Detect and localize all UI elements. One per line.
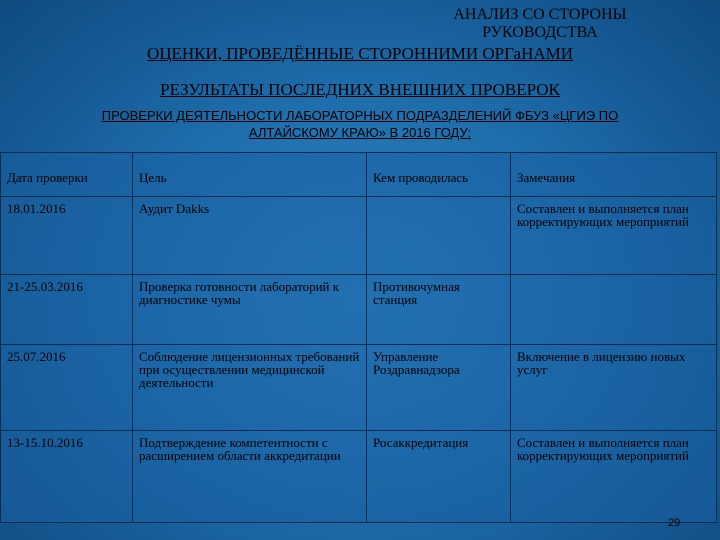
- cell-goal: Аудит Dakks: [133, 197, 367, 275]
- slide-title-line-2: РУКОВОДСТВА: [482, 24, 598, 41]
- cell-date: 25.07.2016: [1, 345, 133, 431]
- header-remarks: Замечания: [511, 153, 717, 197]
- table-row: [1, 197, 717, 275]
- cell-goal: Соблюдение лицензионных требований при осуществлении медицинской деятельности: [133, 345, 367, 431]
- cell-by: Росаккредитация: [367, 431, 511, 523]
- cell-remarks: Включение в лицензию новых услуг: [511, 345, 717, 431]
- audit-subtitle-line-1: ПРОВЕРКИ ДЕЯТЕЛЬНОСТИ ЛАБОРАТОРНЫХ ПОДРАЗДЕЛЕНИЙ ФБУЗ «ЦГИЭ ПО: [101, 108, 619, 123]
- page-number: 29: [668, 517, 681, 529]
- table-row: [1, 275, 717, 345]
- cell-goal: Подтверждение компетентности с расширением области аккредитации: [133, 431, 367, 523]
- cell-remarks: [511, 275, 717, 345]
- audits-table: [0, 152, 717, 523]
- cell-by: Противочумная станция: [367, 275, 511, 345]
- audit-subtitle: [20, 107, 700, 141]
- table-row: [1, 431, 717, 523]
- slide-title-line-1: АНАЛИЗ СО СТОРОНЫ: [453, 6, 627, 23]
- cell-by: Управление Роздравнадзора: [367, 345, 511, 431]
- table-row: [1, 345, 717, 431]
- header-date: Дата проверки: [1, 153, 133, 197]
- slide-title: [420, 6, 660, 42]
- cell-by: [367, 197, 511, 275]
- external-assessments-heading: ОЦЕНКИ, ПРОВЕДЁННЫЕ СТОРОННИМИ ОРГаНАМИ: [146, 44, 574, 63]
- header-goal: Цель: [133, 153, 367, 197]
- cell-goal: Проверка готовности лабораторий к диагностике чумы: [133, 275, 367, 345]
- table-header-row: [1, 153, 717, 197]
- cell-date: 18.01.2016: [1, 197, 133, 275]
- cell-date: 21-25.03.2016: [1, 275, 133, 345]
- audit-subtitle-line-2: АЛТАЙСКОМУ КРАЮ» В 2016 ГОДУ:: [248, 125, 472, 140]
- cell-date: 13-15.10.2016: [1, 431, 133, 523]
- cell-remarks: Составлен и выполняется план корректирующих мероприятий: [511, 197, 717, 275]
- header-by: Кем проводилась: [367, 153, 511, 197]
- cell-remarks: Составлен и выполняется план корректирующих мероприятий: [511, 431, 717, 523]
- audit-results-heading: РЕЗУЛЬТАТЫ ПОСЛЕДНИХ ВНЕШНИХ ПРОВЕРОК: [160, 80, 560, 99]
